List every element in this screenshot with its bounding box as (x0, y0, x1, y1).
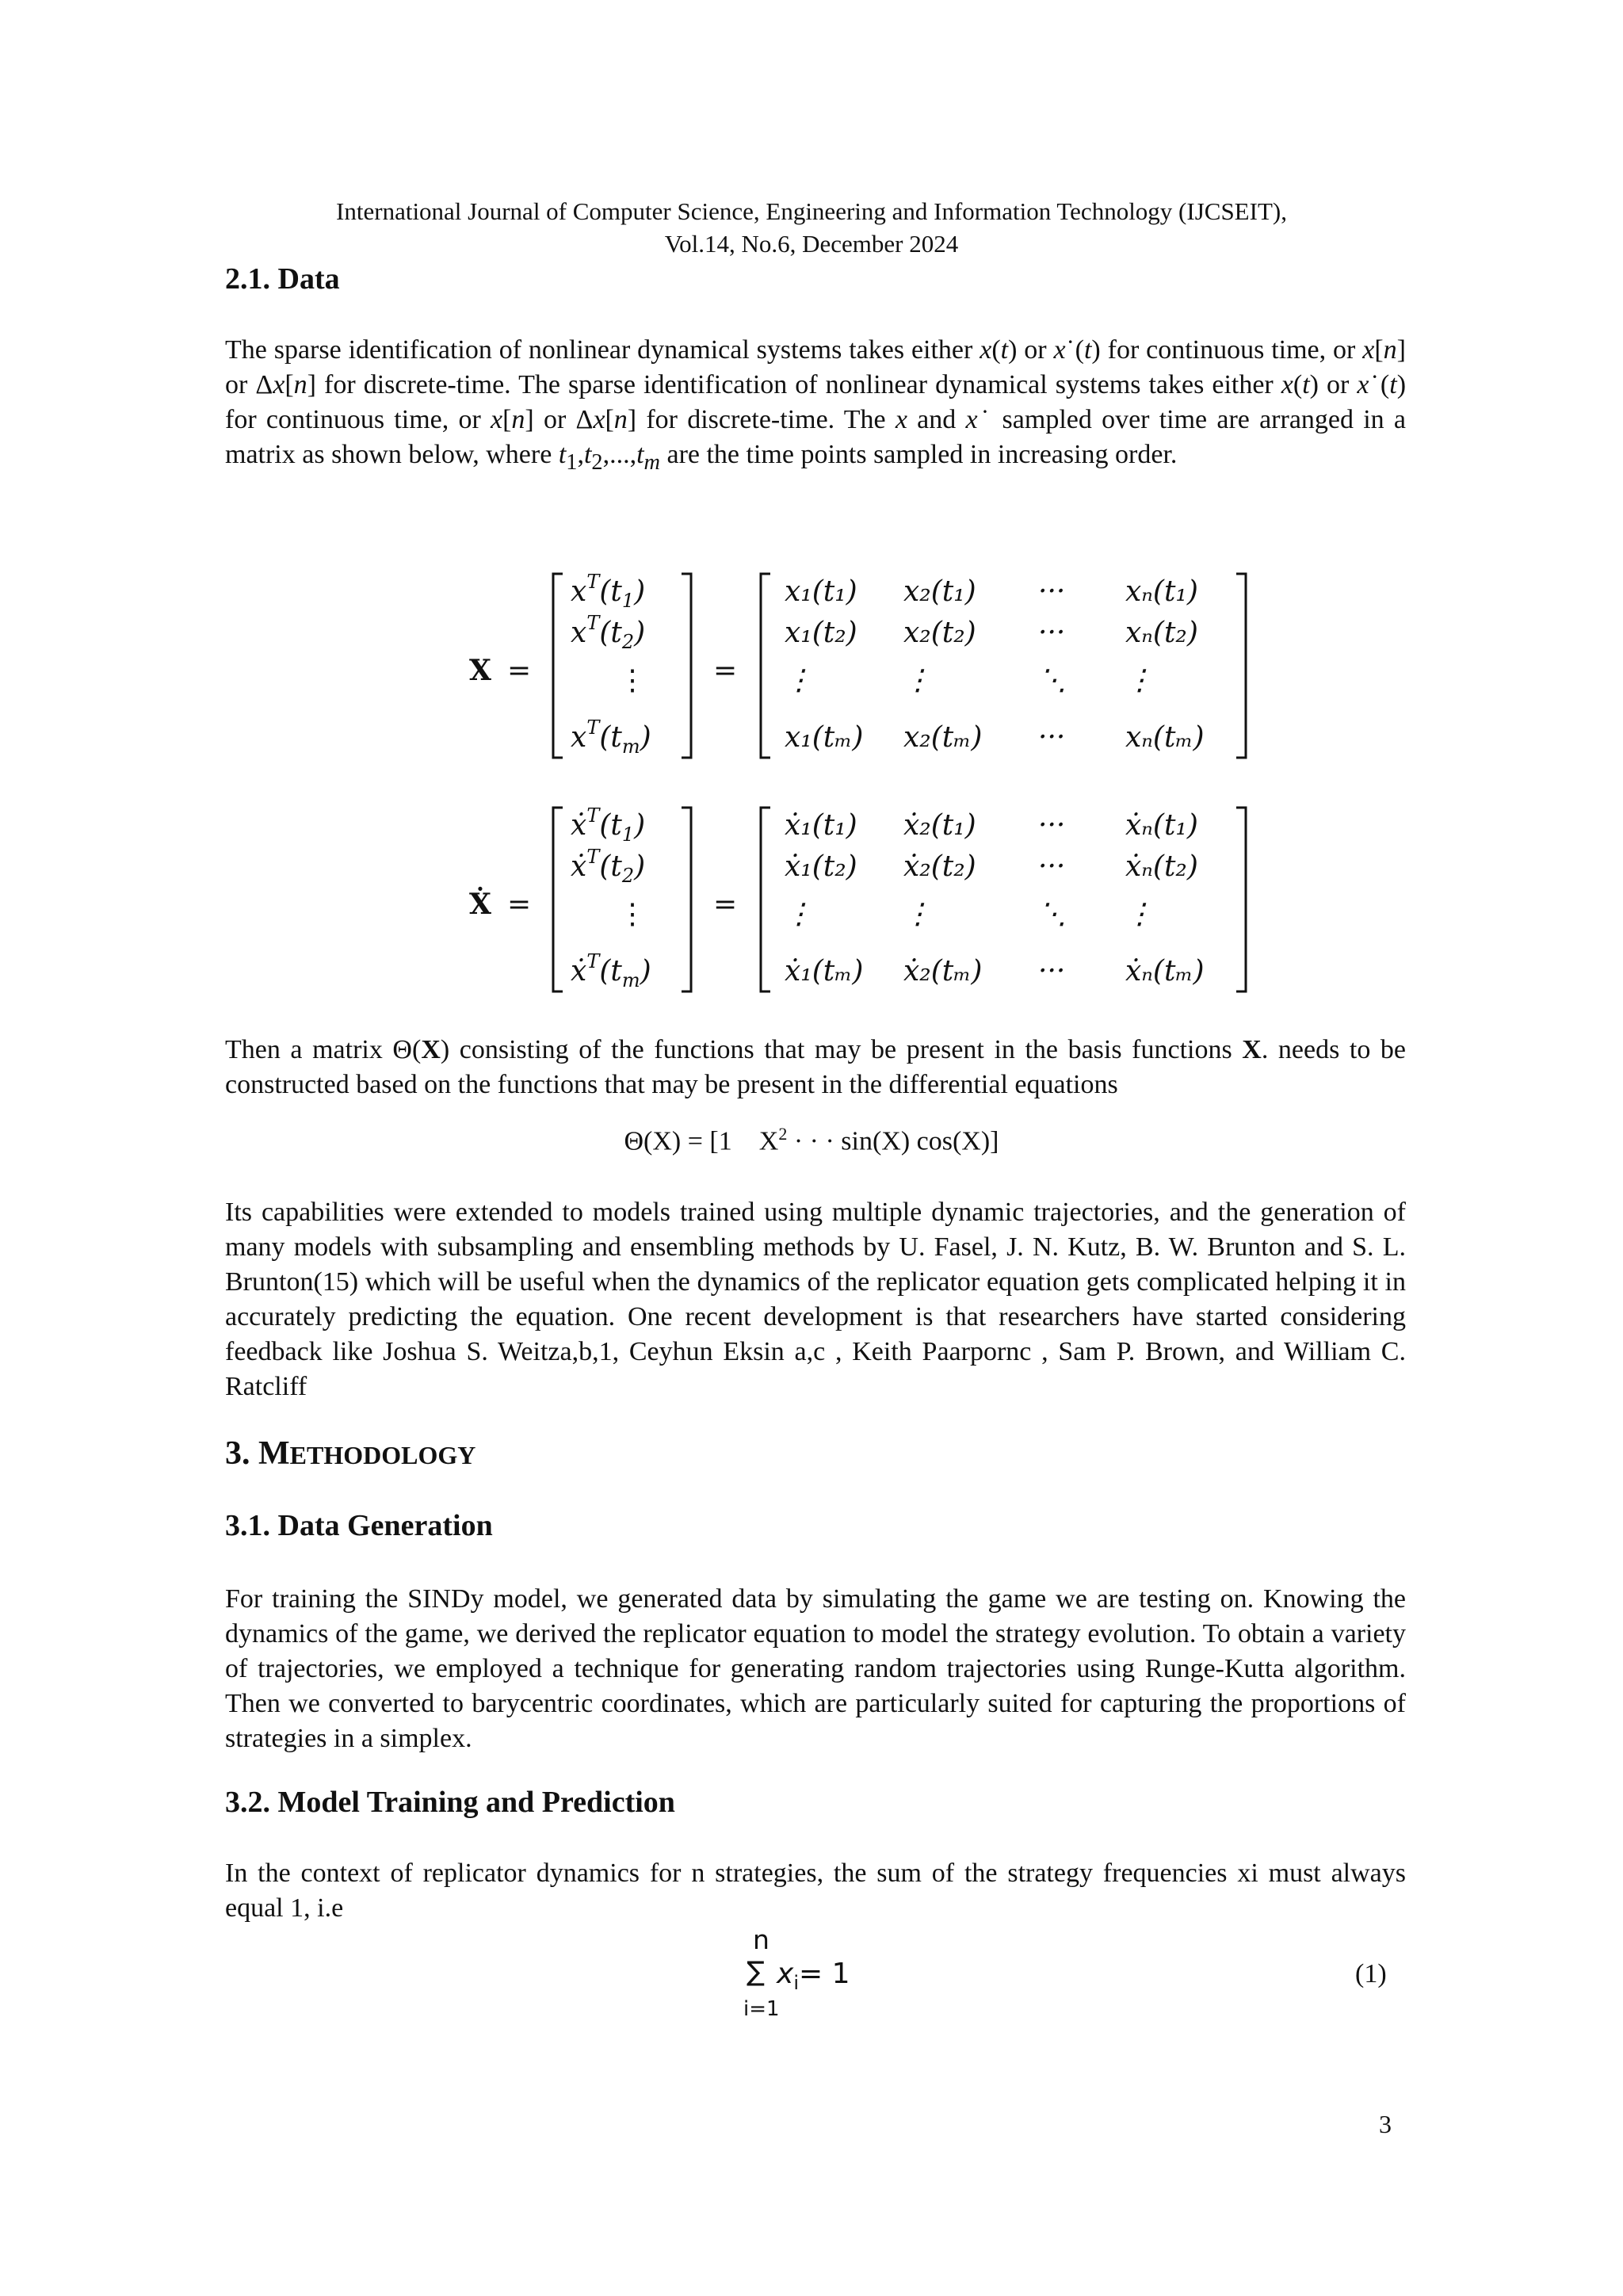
matrix-x-cell-r2-c2: x₂(t₂) (903, 617, 976, 649)
theta-eq-x: X (758, 1126, 779, 1156)
svg-text:=: = (507, 888, 532, 921)
matrix-xdot-cell-r1-c3: ··· (1038, 809, 1066, 842)
section-3-2-paragraph: In the context of replicator dynamics for n strategies, the sum of the strategy frequencies xi must always equal 1, i.e (225, 1859, 1406, 1923)
section-2-1-paragraph-2: Then a matrix Θ(X) consisting of the functions that may be present in the basis functions X. needs to be constructed based on the functions that may be present in the differential equations (225, 1035, 1407, 1099)
eq1-lower-limit: i=1 (743, 1997, 780, 2021)
matrix-xdot-cell-r1-c2: ẋ₂(t₁) (903, 809, 976, 842)
section-2-1-paragraph-1: The sparse identification of nonlinear dynamical systems takes either x(t) or x˙(t) for continuous time, or x[n] or Δx[n] for discrete-time. The sparse identification of nonlinear dynamical systems takes either x(t) or x˙(t) for continuous time, or x[n] or Δx[n] for discrete-time. The x and x˙ sampled over time are arranged in a matrix as shown below, where $t_1,t_2,...,t_m$ are the time points sampled in increasing order. (225, 335, 1407, 475)
matrix-xdot-cell-r3-c3: ⋱ (1038, 898, 1067, 930)
section-3-title-first: 3. M (225, 1435, 290, 1472)
theta-equation (0, 1124, 1623, 1156)
svg-text:=: = (507, 655, 532, 687)
page-number: 3 (1379, 2110, 1392, 2138)
matrix-x-equation (444, 563, 1252, 769)
matrix-x-cell-r4-c1: x₁(tₘ) (785, 721, 864, 754)
matrix-xdot-cell-r4-c3: ··· (1038, 955, 1066, 988)
eq1-rhs: = 1 (798, 1958, 850, 1990)
matrix-xdot-cell-r3-c4: ⋮ (1125, 898, 1154, 930)
svg-text:ẋT(t2): $ẋ^T(t_2)$ (571, 846, 646, 887)
svg-text:⋮: ⋮ (618, 664, 647, 697)
eq1-number: (1) (1355, 1959, 1387, 1988)
matrix-x-cell-r1-c2: x₂(t₁) (903, 575, 976, 608)
matrix-x-cell-r1-c1: x₁(t₁) (785, 575, 857, 608)
theta-eq-lhs: Θ(X) = [1 (624, 1126, 732, 1156)
matrix-x-cell-r4-c2: x₂(tₘ) (903, 721, 983, 754)
matrix-x-cell-r3-c4: ⋮ (1125, 664, 1154, 697)
matrix-xdot-cell-r2-c3: ··· (1038, 850, 1066, 883)
section-3-1-title: 3.1. Data Generation (225, 1509, 493, 1542)
matrix-x-cell-r2-c3: ··· (1038, 617, 1066, 649)
matrix-xdot-cell-r2-c2: ẋ₂(t₂) (903, 850, 976, 883)
matrix-xdot-cell-r4-c1: ẋ₁(tₘ) (785, 955, 864, 988)
matrix-xdot-cell-r4-c4: ẋₙ(tₘ) (1125, 955, 1205, 988)
theta-eq-sup: 2 (778, 1124, 788, 1144)
matrix-xdot-cell-r2-c1: ẋ₁(t₂) (785, 850, 857, 883)
matrix-xdot-lhs: Ẋ (469, 888, 491, 921)
matrix-x-cell-r4-c4: xₙ(tₘ) (1125, 721, 1205, 754)
matrix-xdot-cell-r1-c1: ẋ₁(t₁) (785, 809, 857, 842)
theta-eq-rest: · · · sin(X) cos(X)] (793, 1126, 999, 1156)
matrix-x-cell-r2-c4: xₙ(t₂) (1125, 617, 1198, 649)
eq1-upper-limit: n (753, 1924, 769, 1955)
svg-text:⋮: ⋮ (618, 898, 647, 930)
eq1-term-sub: i (793, 1972, 799, 1995)
matrix-x-cell-r3-c2: ⋮ (903, 664, 932, 697)
section-3-1-paragraph: For training the SINDy model, we generated data by simulating the game we are testing on. Knowing the dynamics of the game, we derived the replicator equation to model the strategy evolution. To obtain a variety of trajectories, we employed a technique for generating random trajectories using Runge-Kutta algorithm. Then we converted to barycentric coordinates, which are particularly suited for capturing the proportions of strategies in a simplex. (225, 1584, 1406, 1753)
eq1-term (777, 1958, 850, 1994)
matrix-x-cell-r3-c3: ⋱ (1038, 664, 1067, 697)
matrix-xdot-cell-r4-c2: ẋ₂(tₘ) (903, 955, 983, 988)
section-3-2-title: 3.2. Model Training and Prediction (225, 1786, 675, 1819)
journal-header-line1: International Journal of Computer Science, Engineering and Information Technology (IJCSEIT), (336, 197, 1287, 225)
section-2-1-title: 2.1. Data (225, 262, 340, 296)
section-3-title (225, 1435, 475, 1473)
matrix-xdot-cell-r3-c2: ⋮ (903, 898, 932, 930)
matrix-x-cell-r1-c3: ··· (1038, 575, 1066, 608)
matrix-x-cell-r3-c1: ⋮ (785, 664, 813, 697)
journal-header-line2: Vol.14, No.6, December 2024 (664, 230, 959, 258)
matrix-xdot-cell-r2-c4: ẋₙ(t₂) (1125, 850, 1198, 883)
matrix-x-cell-r1-c4: xₙ(t₁) (1125, 575, 1198, 608)
section-2-1-paragraph-3: Its capabilities were extended to models trained using multiple dynamic trajectories, and the generation of many models with subsampling and ensembling methods by U. Fasel, J. N. Kutz, B. W. Brunton and S. L. Brunton(15) which will be useful when the dynamics of the replicator equation gets complicated helping it in accurately predicting the equation. One recent development is that researchers have started considering feedback like Joshua S. Weitza,b,1, Ceyhun Eksin a,c , Keith Paarpornc , Sam P. Brown, and William C. Ratcliff (225, 1198, 1406, 1401)
matrix-xdot-cell-r3-c1: ⋮ (785, 898, 813, 930)
svg-text:=: = (713, 655, 738, 687)
eq1-term-x: x (777, 1958, 794, 1990)
section-3-title-rest: ETHODOLOGY (289, 1441, 476, 1469)
svg-text:=: = (713, 888, 738, 921)
matrix-x-cell-r2-c1: x₁(t₂) (785, 617, 857, 649)
svg-text:ẋT(tm): $ẋ^T(t_m)$ (571, 950, 651, 991)
matrix-xdot-cell-r1-c4: ẋₙ(t₁) (1125, 809, 1198, 842)
svg-text:xT(tm): $x^T(t_m)$ (571, 716, 651, 758)
matrix-xdot-equation (444, 797, 1252, 1003)
svg-text:xT(t2): $x^T(t_2)$ (571, 612, 646, 653)
matrix-x-cell-r4-c3: ··· (1038, 721, 1066, 754)
svg-text:xT(t1): $x^T(t_1)$ (571, 571, 646, 612)
svg-text:ẋT(t1): $ẋ^T(t_1)$ (571, 804, 646, 846)
eq1-sum-sign: ∑ (747, 1956, 765, 1988)
matrix-x-lhs: X (469, 654, 491, 687)
